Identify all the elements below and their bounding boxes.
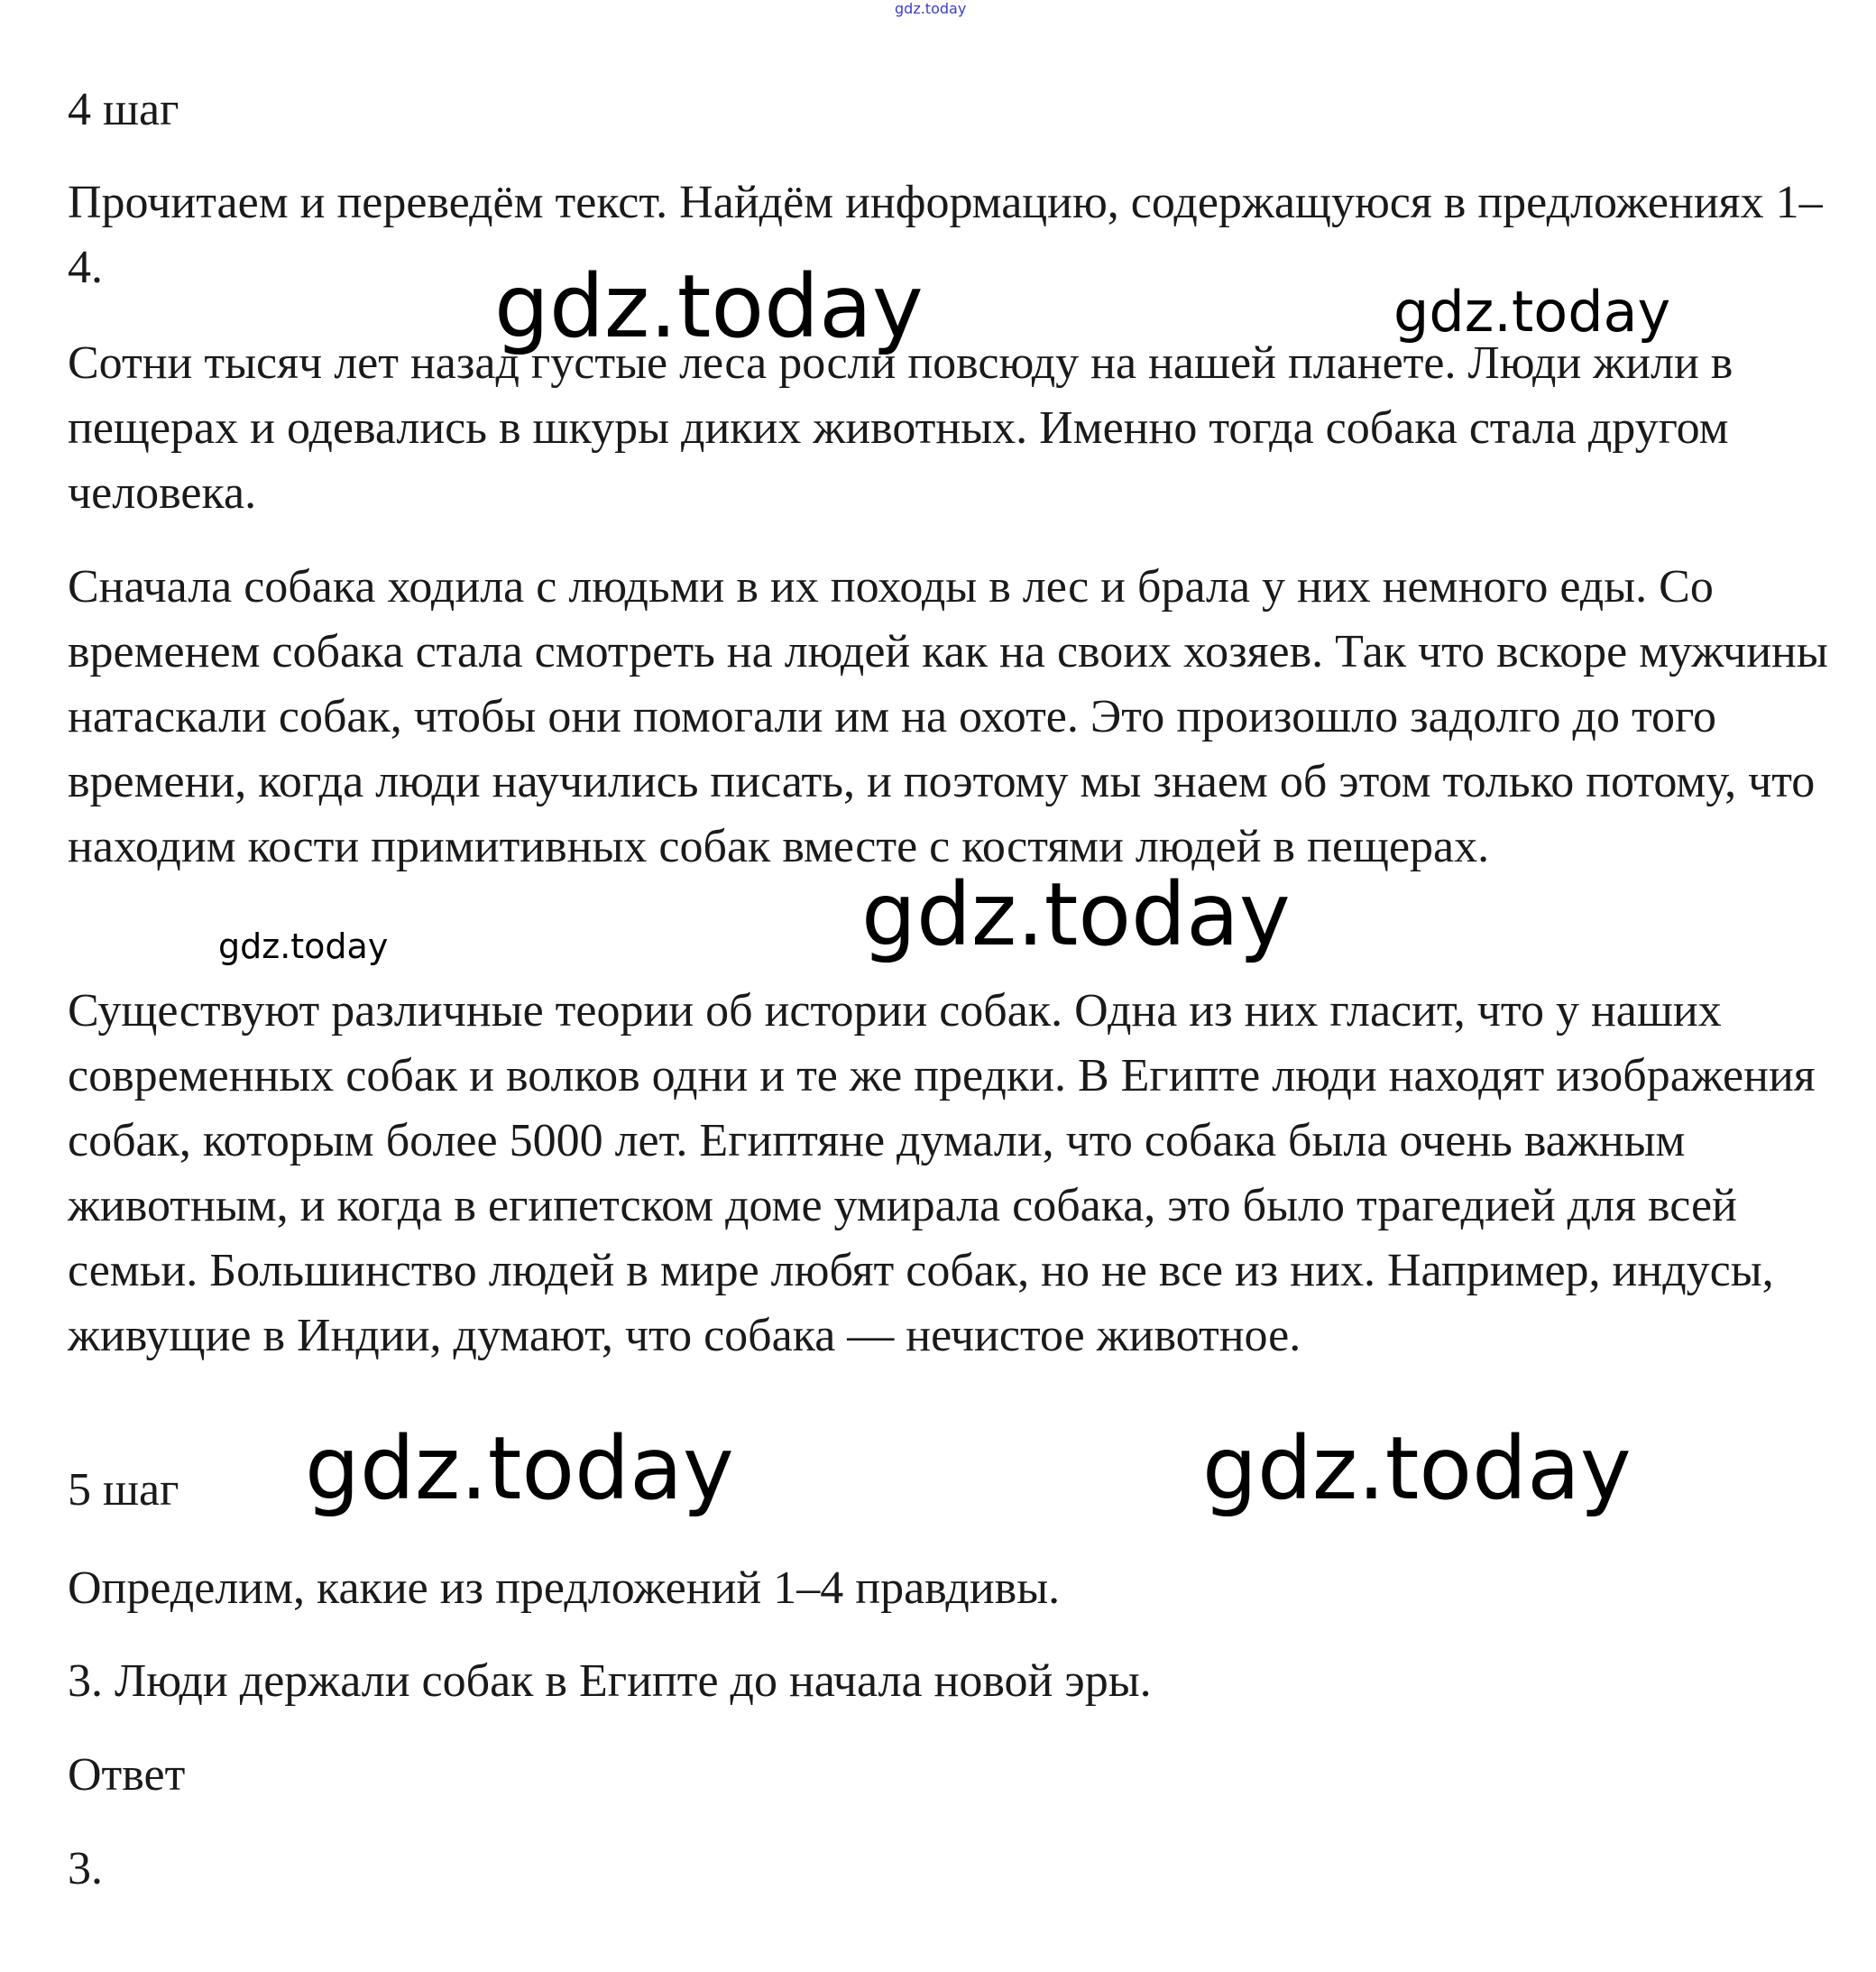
answer-value: 3.	[68, 1843, 103, 1894]
watermark-4: gdz.today	[218, 926, 389, 966]
step5-task: Определим, какие из предложений 1–4 правдивы.	[68, 1562, 1061, 1614]
watermark-top: gdz.today	[895, 0, 967, 17]
step4-paragraph-1: Сотни тысяч лет назад густые леса росли повсюду на нашей планете. Люди жили в пещерах и одевались в шкуры диких животных. Именно тогда собака стала другом человека.	[68, 337, 1733, 519]
watermark-6: gdz.today	[1202, 1418, 1632, 1519]
step5-statement: 3. Люди держали собак в Египте до начала новой эры.	[68, 1655, 1152, 1707]
watermark-1: gdz.today	[494, 256, 924, 357]
step5-heading: 5 шаг	[68, 1464, 179, 1516]
step4-intro: Прочитаем и переведём текст. Найдём информацию, содержащуюся в предложениях 1–4.	[68, 177, 1823, 293]
step4-heading: 4 шаг	[68, 84, 179, 135]
watermark-5: gdz.today	[305, 1418, 734, 1519]
watermark-3: gdz.today	[861, 864, 1291, 965]
step4-paragraph-2: Сначала собака ходила с людьми в их походы в лес и брала у них немного еды. Со временем собака стала смотреть на людей как на своих хозяев. Так что вскоре мужчины натаскали собак, чтобы они помогали им на охоте. Это произошло задолго до того времени, когда люди научились писать, и поэтому мы знаем об этом только потому, что находим кости примитивных собак вместе с костями людей в пещерах.	[68, 561, 1828, 872]
watermark-2: gdz.today	[1393, 279, 1671, 345]
answer-label: Ответ	[68, 1749, 186, 1801]
step4-paragraph-3: Существуют различные теории об истории собак. Одна из них гласит, что у наших современных собак и волков одни и те же предки. В Египте люди находят изображения собак, которым более 5000 лет. Египтяне думали, что собака была очень важным животным, и когда в египетском доме умирала собака, это было трагедией для всей семьи. Большинство людей в мире любят собак, но не все из них. Например, индусы, живущие в Индии, думают, что собака — нечистое животное.	[68, 985, 1816, 1361]
